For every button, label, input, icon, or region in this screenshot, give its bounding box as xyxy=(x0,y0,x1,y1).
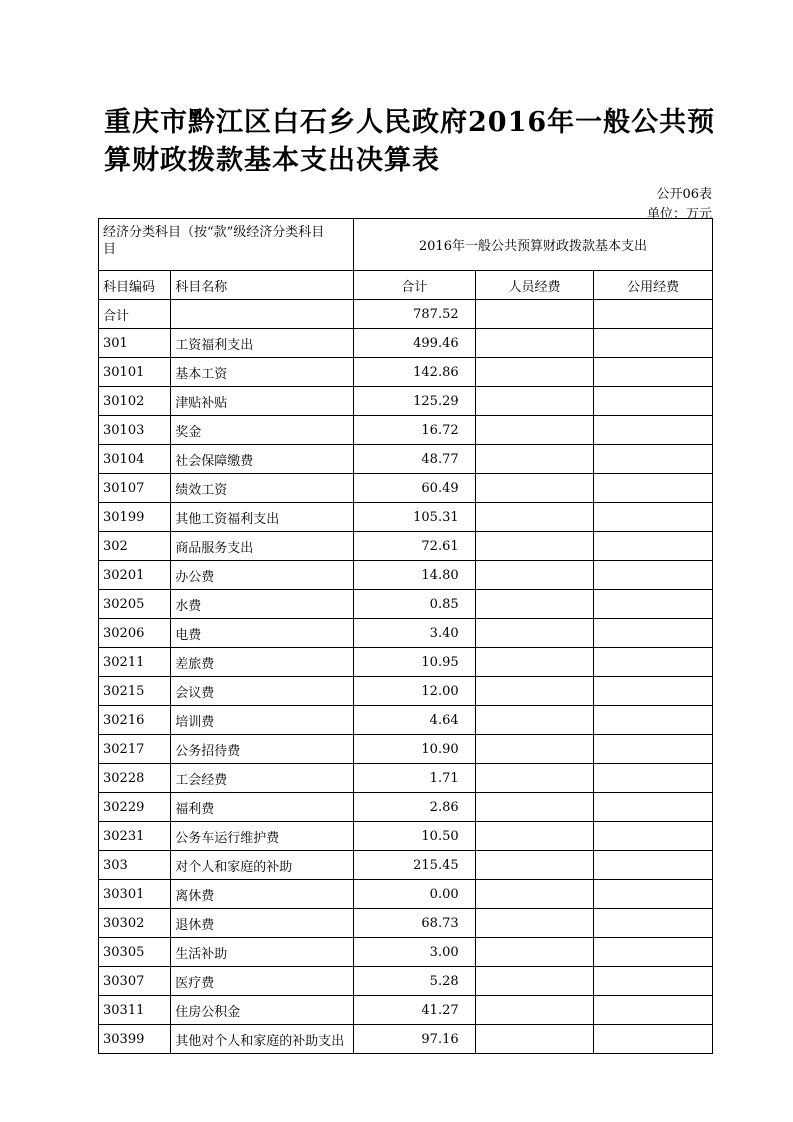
row-name: 住房公积金 xyxy=(171,996,354,1025)
row-total: 215.45 xyxy=(353,851,475,880)
row-personnel xyxy=(475,300,594,329)
table-row xyxy=(99,677,713,706)
row-personnel xyxy=(475,677,594,706)
row-code: 30301 xyxy=(99,880,171,909)
form-number: 公开06表 xyxy=(656,187,712,202)
row-personnel xyxy=(475,648,594,677)
table-body xyxy=(99,300,713,1054)
row-public xyxy=(594,938,713,967)
table-row xyxy=(99,735,713,764)
row-code: 30302 xyxy=(99,909,171,938)
row-total: 499.46 xyxy=(353,329,475,358)
row-public xyxy=(594,619,713,648)
row-total: 48.77 xyxy=(353,445,475,474)
row-public xyxy=(594,735,713,764)
row-personnel xyxy=(475,532,594,561)
row-name: 奖金 xyxy=(171,416,354,445)
title-line-1: 重庆市黔江区白石乡人民政府2016年一般公共预 xyxy=(104,107,716,138)
table-row xyxy=(99,445,713,474)
table-row xyxy=(99,648,713,677)
row-public xyxy=(594,1025,713,1054)
row-personnel xyxy=(475,735,594,764)
table-row xyxy=(99,909,713,938)
row-name: 医疗费 xyxy=(171,967,354,996)
row-public xyxy=(594,474,713,503)
row-code: 合计 xyxy=(99,300,171,329)
row-code: 302 xyxy=(99,532,171,561)
row-public xyxy=(594,996,713,1025)
row-name: 退休费 xyxy=(171,909,354,938)
row-personnel xyxy=(475,764,594,793)
row-public xyxy=(594,822,713,851)
row-personnel xyxy=(475,329,594,358)
row-public xyxy=(594,445,713,474)
table-row xyxy=(99,851,713,880)
row-total: 3.00 xyxy=(353,938,475,967)
row-public xyxy=(594,909,713,938)
table-row xyxy=(99,822,713,851)
row-name: 绩效工资 xyxy=(171,474,354,503)
row-code: 30229 xyxy=(99,793,171,822)
row-total: 4.64 xyxy=(353,706,475,735)
row-public xyxy=(594,503,713,532)
total-header: 合计 xyxy=(353,271,475,300)
table-row xyxy=(99,329,713,358)
row-name: 差旅费 xyxy=(171,648,354,677)
row-public xyxy=(594,706,713,735)
row-total: 787.52 xyxy=(353,300,475,329)
table-row xyxy=(99,387,713,416)
row-total: 2.86 xyxy=(353,793,475,822)
category-header xyxy=(99,219,354,271)
row-personnel xyxy=(475,387,594,416)
row-code: 30104 xyxy=(99,445,171,474)
row-code: 30205 xyxy=(99,590,171,619)
title-line-2: 算财政拨款基本支出决算表 xyxy=(104,145,440,176)
row-public xyxy=(594,561,713,590)
row-name: 公务招待费 xyxy=(171,735,354,764)
row-total: 68.73 xyxy=(353,909,475,938)
row-code: 30101 xyxy=(99,358,171,387)
table-row xyxy=(99,1025,713,1054)
row-public xyxy=(594,590,713,619)
row-personnel xyxy=(475,880,594,909)
row-total: 97.16 xyxy=(353,1025,475,1054)
row-total: 72.61 xyxy=(353,532,475,561)
code-header: 科目编码 xyxy=(99,271,171,300)
row-code: 30107 xyxy=(99,474,171,503)
row-name: 津贴补贴 xyxy=(171,387,354,416)
row-total: 10.50 xyxy=(353,822,475,851)
row-code: 30206 xyxy=(99,619,171,648)
row-total: 142.86 xyxy=(353,358,475,387)
row-code: 30102 xyxy=(99,387,171,416)
table-row xyxy=(99,503,713,532)
row-code: 30305 xyxy=(99,938,171,967)
row-name: 福利费 xyxy=(171,793,354,822)
row-code: 30311 xyxy=(99,996,171,1025)
row-total: 14.80 xyxy=(353,561,475,590)
row-name: 工会经费 xyxy=(171,764,354,793)
table-row xyxy=(99,938,713,967)
row-code: 30228 xyxy=(99,764,171,793)
table-row xyxy=(99,619,713,648)
table-row xyxy=(99,561,713,590)
row-total: 12.00 xyxy=(353,677,475,706)
row-public xyxy=(594,880,713,909)
row-personnel xyxy=(475,996,594,1025)
table-row xyxy=(99,764,713,793)
row-total: 0.85 xyxy=(353,590,475,619)
unit-label: 单位：万元 xyxy=(646,207,712,222)
row-public xyxy=(594,764,713,793)
row-name: 社会保障缴费 xyxy=(171,445,354,474)
table-row xyxy=(99,590,713,619)
row-public xyxy=(594,851,713,880)
row-personnel xyxy=(475,706,594,735)
document-title xyxy=(104,104,744,180)
table-row xyxy=(99,706,713,735)
row-name: 其他工资福利支出 xyxy=(171,503,354,532)
row-name: 公务车运行维护费 xyxy=(171,822,354,851)
row-personnel xyxy=(475,1025,594,1054)
row-total: 16.72 xyxy=(353,416,475,445)
header-row-1 xyxy=(99,219,713,271)
row-personnel xyxy=(475,967,594,996)
row-total: 105.31 xyxy=(353,503,475,532)
row-public xyxy=(594,532,713,561)
row-name: 办公费 xyxy=(171,561,354,590)
row-public xyxy=(594,677,713,706)
table-row xyxy=(99,532,713,561)
row-total: 5.28 xyxy=(353,967,475,996)
row-total: 0.00 xyxy=(353,880,475,909)
row-public xyxy=(594,358,713,387)
row-public xyxy=(594,793,713,822)
name-header: 科目名称 xyxy=(171,271,354,300)
row-name: 离休费 xyxy=(171,880,354,909)
row-public xyxy=(594,967,713,996)
row-total: 41.27 xyxy=(353,996,475,1025)
row-code: 30211 xyxy=(99,648,171,677)
row-name xyxy=(171,300,354,329)
row-public xyxy=(594,648,713,677)
row-name: 基本工资 xyxy=(171,358,354,387)
row-total: 10.95 xyxy=(353,648,475,677)
row-public xyxy=(594,300,713,329)
row-personnel xyxy=(475,909,594,938)
row-personnel xyxy=(475,938,594,967)
row-personnel xyxy=(475,822,594,851)
row-name: 商品服务支出 xyxy=(171,532,354,561)
row-personnel xyxy=(475,445,594,474)
row-name: 电费 xyxy=(171,619,354,648)
row-public xyxy=(594,329,713,358)
header-row-2 xyxy=(99,271,713,300)
row-code: 30307 xyxy=(99,967,171,996)
row-code: 301 xyxy=(99,329,171,358)
row-code: 30215 xyxy=(99,677,171,706)
row-name: 生活补助 xyxy=(171,938,354,967)
row-personnel xyxy=(475,358,594,387)
category-header-text: 经济分类科目（按“款”级经济分类科目 xyxy=(103,225,325,240)
row-personnel xyxy=(475,619,594,648)
row-personnel xyxy=(475,590,594,619)
table-row xyxy=(99,358,713,387)
row-code: 30217 xyxy=(99,735,171,764)
budget-table xyxy=(98,218,713,1054)
row-total: 3.40 xyxy=(353,619,475,648)
row-total: 10.90 xyxy=(353,735,475,764)
table-row xyxy=(99,300,713,329)
row-public xyxy=(594,387,713,416)
row-name: 工资福利支出 xyxy=(171,329,354,358)
row-code: 30231 xyxy=(99,822,171,851)
row-public xyxy=(594,416,713,445)
row-personnel xyxy=(475,561,594,590)
category-header-text-2: 目 xyxy=(103,242,117,257)
row-name: 培训费 xyxy=(171,706,354,735)
row-code: 30216 xyxy=(99,706,171,735)
row-personnel xyxy=(475,416,594,445)
row-name: 水费 xyxy=(171,590,354,619)
row-code: 30201 xyxy=(99,561,171,590)
table-row xyxy=(99,474,713,503)
row-total: 125.29 xyxy=(353,387,475,416)
row-total: 60.49 xyxy=(353,474,475,503)
row-code: 303 xyxy=(99,851,171,880)
row-personnel xyxy=(475,474,594,503)
table-row xyxy=(99,967,713,996)
row-code: 30103 xyxy=(99,416,171,445)
row-name: 会议费 xyxy=(171,677,354,706)
table-row xyxy=(99,416,713,445)
table-row xyxy=(99,996,713,1025)
row-code: 30399 xyxy=(99,1025,171,1054)
row-personnel xyxy=(475,503,594,532)
row-code: 30199 xyxy=(99,503,171,532)
row-name: 对个人和家庭的补助 xyxy=(171,851,354,880)
spend-header: 2016年一般公共预算财政拨款基本支出 xyxy=(353,219,712,271)
row-total: 1.71 xyxy=(353,764,475,793)
row-personnel xyxy=(475,793,594,822)
row-name: 其他对个人和家庭的补助支出 xyxy=(171,1025,354,1054)
table-row xyxy=(99,880,713,909)
public-header: 公用经费 xyxy=(594,271,713,300)
row-personnel xyxy=(475,851,594,880)
personnel-header: 人员经费 xyxy=(475,271,594,300)
table-row xyxy=(99,793,713,822)
